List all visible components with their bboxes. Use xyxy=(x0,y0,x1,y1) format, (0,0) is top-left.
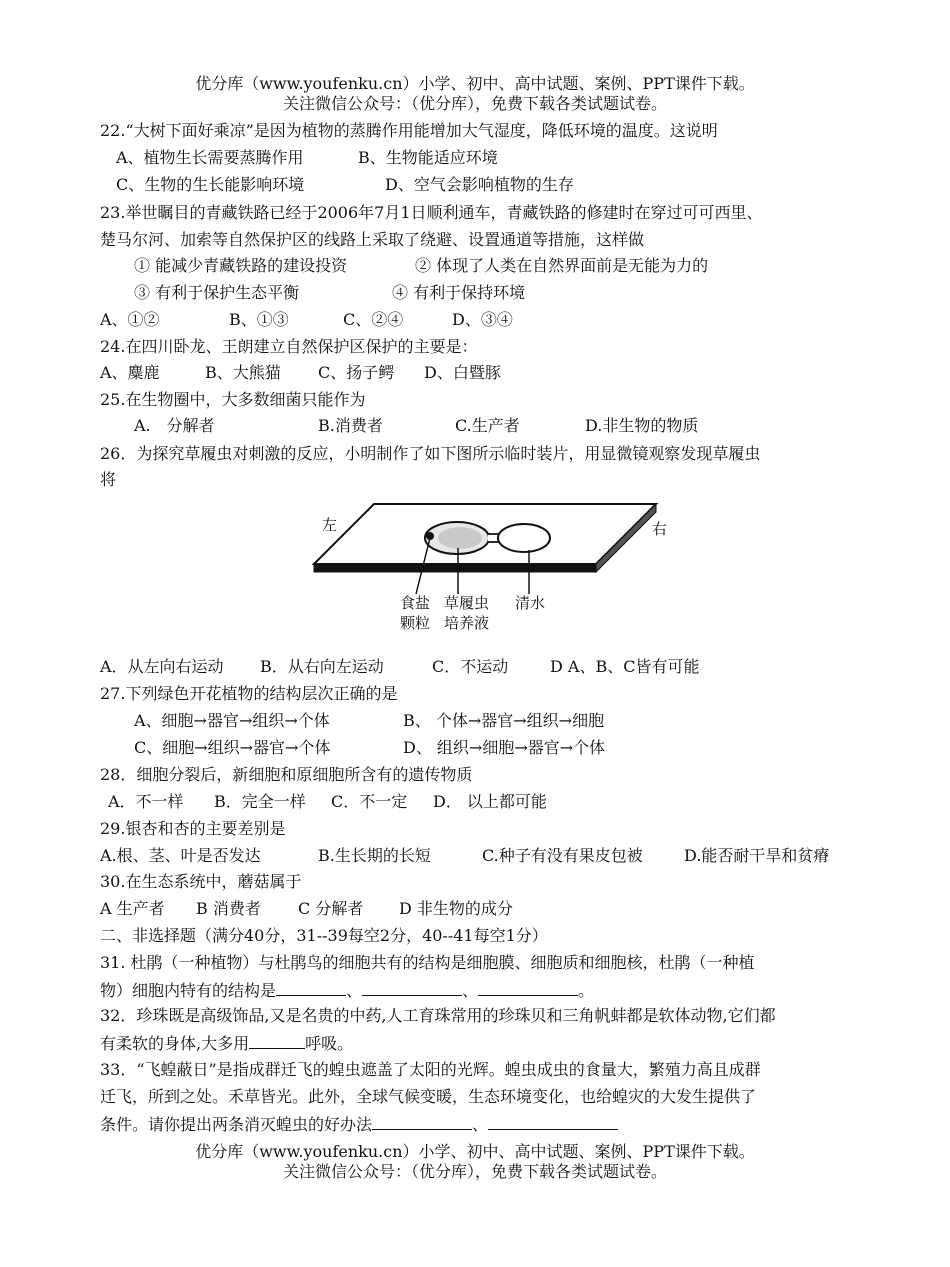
q31-separator-1: 、 xyxy=(346,981,363,1000)
q27-option-b: B、 个体→器官→组织→细胞 xyxy=(403,711,605,730)
q24-option-b: B、大熊猫 xyxy=(205,363,281,382)
q23-statement-1: ① 能减少青藏铁路的建设投资 xyxy=(134,256,348,275)
q23-option-c: C、②④ xyxy=(343,310,404,329)
q33-blank-1[interactable] xyxy=(372,1113,472,1130)
q31-blank-2[interactable] xyxy=(362,979,462,996)
slide-figure xyxy=(310,490,668,640)
q22-option-b: B、生物能适应环境 xyxy=(358,148,498,167)
q23-option-d: D、③④ xyxy=(452,310,513,329)
q33-line1: 33．“飞蝗蔽日”是指成群迁飞的蝗虫遮盖了太阳的光辉。蝗虫成虫的食量大，繁殖力高且成群 xyxy=(100,1060,761,1079)
section-2-heading: 二、非选择题（满分40分，31--39每空2分，40--41每空1分） xyxy=(100,926,548,945)
q31-end: 。 xyxy=(578,981,595,1000)
q25-option-d: D.非生物的物质 xyxy=(585,416,699,435)
q33-line2: 迁飞，所到之处。禾草皆光。此外，全球气候变暖，生态环境变化，也给蝗灾的大发生提供了 xyxy=(100,1087,757,1106)
q30-option-d: D 非生物的成分 xyxy=(399,899,513,918)
q31-blank-1[interactable] xyxy=(276,979,346,996)
q26-option-d: D A、B、C皆有可能 xyxy=(550,657,700,676)
q31-line2 xyxy=(100,979,594,1002)
q31-line1: 31. 杜鹃（一种植物）与杜鹃鸟的细胞共有的结构是细胞膜、细胞质和细胞核，杜鹃（一种植 xyxy=(100,953,755,972)
q28-option-d: D． 以上都可能 xyxy=(433,792,547,811)
q32-blank[interactable] xyxy=(249,1032,305,1049)
page-header-line1: 优分库（www.youfenku.cn）小学、初中、高中试题、案例、PPT课件下载。 xyxy=(195,74,755,93)
culture-stipple xyxy=(438,527,482,549)
q27-option-c: C、细胞→组织→器官→个体 xyxy=(134,738,331,757)
q29-option-d: D.能否耐干旱和贫瘠 xyxy=(684,846,830,865)
q22-option-a: A、植物生长需要蒸腾作用 xyxy=(116,148,304,167)
q27-option-a: A、细胞→器官→组织→个体 xyxy=(134,711,330,730)
q27-stem: 27.下列绿色开花植物的结构层次正确的是 xyxy=(100,684,398,703)
q33-blank-2[interactable] xyxy=(488,1113,618,1130)
q22-option-c: C、生物的生长能影响环境 xyxy=(116,175,305,194)
q25-option-a: A. 分解者 xyxy=(134,416,215,435)
q23-stem-line1: 23.举世瞩目的青藏铁路已经于2006年7月1日顺利通车，青藏铁路的修建时在穿过可可西里、 xyxy=(100,203,763,222)
q26-option-a: A．从左向右运动 xyxy=(100,657,224,676)
label-right: 右 xyxy=(652,520,668,538)
label-left: 左 xyxy=(322,516,338,534)
q26-option-b: B．从右向左运动 xyxy=(260,657,384,676)
q22-option-d: D、空气会影响植物的生存 xyxy=(385,175,574,194)
q29-option-a: A.根、茎、叶是否发达 xyxy=(100,846,261,865)
q23-statement-3: ③ 有利于保护生态平衡 xyxy=(134,283,300,302)
q23-option-a: A、①② xyxy=(100,310,160,329)
label-culture-line1: 草履虫 xyxy=(444,594,490,612)
q23-statement-4: ④ 有利于保持环境 xyxy=(392,283,526,302)
slide-front-edge xyxy=(314,564,596,572)
q28-option-c: C．不一定 xyxy=(331,792,408,811)
q33-line3 xyxy=(100,1113,618,1136)
q26-stem-line1: 26．为探究草履虫对刺激的反应，小明制作了如下图所示临时装片，用显微镜观察发现草履虫 xyxy=(100,444,761,463)
q31-line2-text: 物）细胞内特有的结构是 xyxy=(100,981,277,1000)
label-salt-line2: 颗粒 xyxy=(400,614,431,632)
q32-line1: 32．珍珠既是高级饰品,又是名贵的中药,人工育珠常用的珍珠贝和三角帆蚌都是软体动物,它们都 xyxy=(100,1006,776,1025)
q30-option-c: C 分解者 xyxy=(298,899,364,918)
q26-option-c: C．不运动 xyxy=(432,657,509,676)
q24-option-c: C、扬子鳄 xyxy=(318,363,395,382)
q28-stem: 28．细胞分裂后，新细胞和原细胞所含有的遗传物质 xyxy=(100,765,473,784)
q32-line2-text: 有柔软的身体,大多用 xyxy=(100,1034,250,1053)
q27-option-d: D、 组织→细胞→器官→个体 xyxy=(403,738,606,757)
page-footer-line2: 关注微信公众号：（优分库），免费下载各类试题试卷。 xyxy=(282,1162,667,1181)
water-drop xyxy=(498,524,550,552)
q33-separator: 、 xyxy=(472,1115,489,1134)
q22-stem: 22.“大树下面好乘凉”是因为植物的蒸腾作用能增加大气湿度，降低环境的温度。这说明 xyxy=(100,121,718,140)
q23-stem-line2: 楚马尔河、加索等自然保护区的线路上采取了绕避、设置通道等措施，这样做 xyxy=(100,230,645,249)
q33-line3-text: 条件。请你提出两条消灭蝗虫的好办法 xyxy=(100,1115,373,1134)
q24-option-a: A、麋鹿 xyxy=(100,363,160,382)
q28-option-b: B．完全一样 xyxy=(214,792,306,811)
q30-option-a: A 生产者 xyxy=(100,899,165,918)
q30-option-b: B 消费者 xyxy=(196,899,261,918)
label-culture-line2: 培养液 xyxy=(444,614,490,632)
q25-option-c: C.生产者 xyxy=(455,416,520,435)
q29-option-b: B.生长期的长短 xyxy=(318,846,431,865)
q24-option-d: D、白暨豚 xyxy=(424,363,501,382)
page-header-line2: 关注微信公众号：（优分库），免费下载各类试题试卷。 xyxy=(282,94,667,113)
q23-option-b: B、①③ xyxy=(229,310,289,329)
page-footer-line1: 优分库（www.youfenku.cn）小学、初中、高中试题、案例、PPT课件下载。 xyxy=(195,1142,755,1161)
q25-option-b: B.消费者 xyxy=(318,416,383,435)
q29-stem: 29.银杏和杏的主要差别是 xyxy=(100,819,286,838)
q29-option-c: C.种子有没有果皮包被 xyxy=(482,846,643,865)
q32-line2-end: 呼吸。 xyxy=(305,1034,354,1053)
q28-option-a: A．不一样 xyxy=(108,792,184,811)
q31-separator-2: 、 xyxy=(462,981,479,1000)
q24-stem: 24.在四川卧龙、王朗建立自然保护区保护的主要是： xyxy=(100,337,478,356)
q26-stem-line2: 将 xyxy=(100,470,117,489)
label-salt-line1: 食盐 xyxy=(400,594,431,612)
q32-line2 xyxy=(100,1032,353,1055)
q23-statement-2: ② 体现了人类在自然界面前是无能为力的 xyxy=(415,256,709,275)
label-water: 清水 xyxy=(515,594,546,612)
q31-blank-3[interactable] xyxy=(478,979,578,996)
q25-stem: 25.在生物圈中，大多数细菌只能作为 xyxy=(100,390,366,409)
q30-stem: 30.在生态系统中，蘑菇属于 xyxy=(100,872,302,891)
